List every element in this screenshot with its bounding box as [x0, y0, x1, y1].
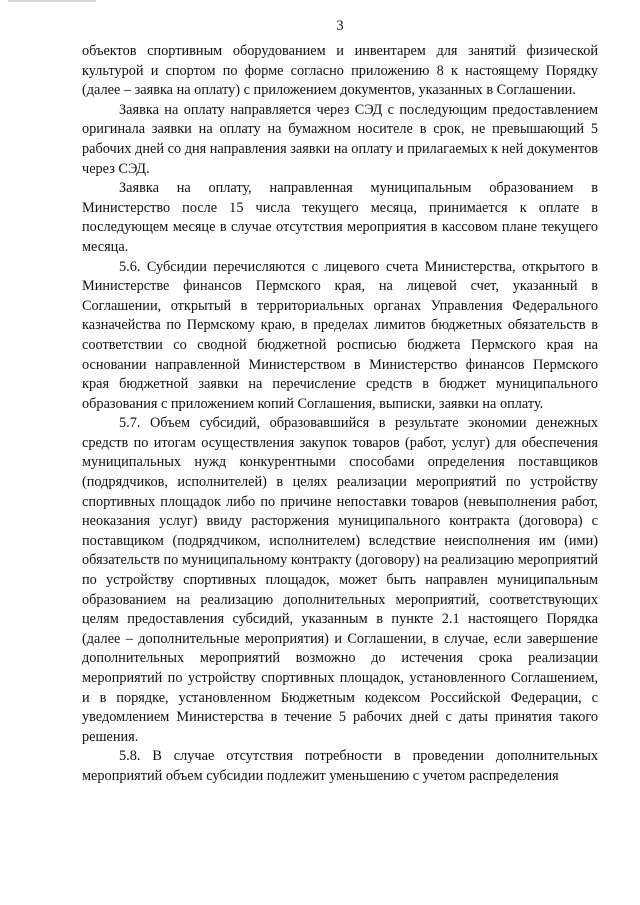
paragraph-5-6: 5.6. Субсидии перечисляются с лицевого счета Министерства, открытого в Министерстве финансов Пермского края, на лицевой счет, указанный в Соглашении, открытый в территориальных органах Управления Федерального казначейства по Пермскому краю, в пределах лимитов бюджетных обязательств в соответствии со сводной бюджетной росписью бюджета Пермского края на основании направленной Министерством в Министерство финансов Пермского края бюджетной заявки на перечисление средств в бюджет муниципального образования с приложением копий Соглашения, выписки, заявки на оплату. [82, 258, 598, 412]
paragraph-continuation: объектов спортивным оборудованием и инвентарем для занятий физической культурой и спортом по форме согласно приложению 8 к настоящему Порядку (далее – заявка на оплату) с приложением документов, указанных в Соглашении. [82, 43, 598, 99]
page-number: 3 [336, 18, 344, 34]
paragraph-5-7: 5.7. Объем субсидий, образовавшийся в результате экономии денежных средств по итогам осуществления закупок товаров (работ, услуг) для обеспечения муниципальных нужд конкурентными способами определения поставщиков (подрядчиков, исполнителей) в целях реализации мероприятий по устройству спортивных площадок либо по причине непоставки товаров (невыполнения работ, неоказания услуг) ввиду расторжения муниципального контракта (договора) с поставщиком (подрядчиком, исполнителем) вследствие неисполнения им (ими) обязательств по муниципальному контракту (договору) на реализацию мероприятий по устройству спортивных площадок, может быть направлен муниципальным образованием на реализацию дополнительных мероприятий, соответствующих целям предоставления субсидий, указанным в пункте 2.1 настоящего Порядка (далее – дополнительные мероприятия) и Соглашении, в случае, если завершение дополнительных мероприятий возможно до истечения срока реализации мероприятий по устройству спортивных площадок, установленного Соглашением, и в порядке, установленном Бюджетным кодексом Российской Федерации, с уведомлением Министерства в течение 5 рабочих дней с даты принятия такого решения. [82, 415, 598, 745]
document-body [82, 42, 598, 787]
paragraph-payment-request-sed: Заявка на оплату направляется через СЭД с последующим предоставлением оригинала заявки на оплату на бумажном носителе в срок, не превышающий 5 рабочих дней со дня направления заявки на оплату и прилагаемых к ней документов через СЭД. [82, 101, 598, 177]
paragraph-5-8: 5.8. В случае отсутствия потребности в проведении дополнительных мероприятий объем субсидии подлежит уменьшению с учетом распределения [82, 748, 598, 784]
scan-edge-mark [8, 0, 96, 2]
paragraph-payment-request-deadline: Заявка на оплату, направленная муниципальным образованием в Министерство после 15 числа текущего месяца, принимается к оплате в последующем месяце в случае отсутствия мероприятия в кассовом плане текущего месяца. [82, 180, 598, 255]
